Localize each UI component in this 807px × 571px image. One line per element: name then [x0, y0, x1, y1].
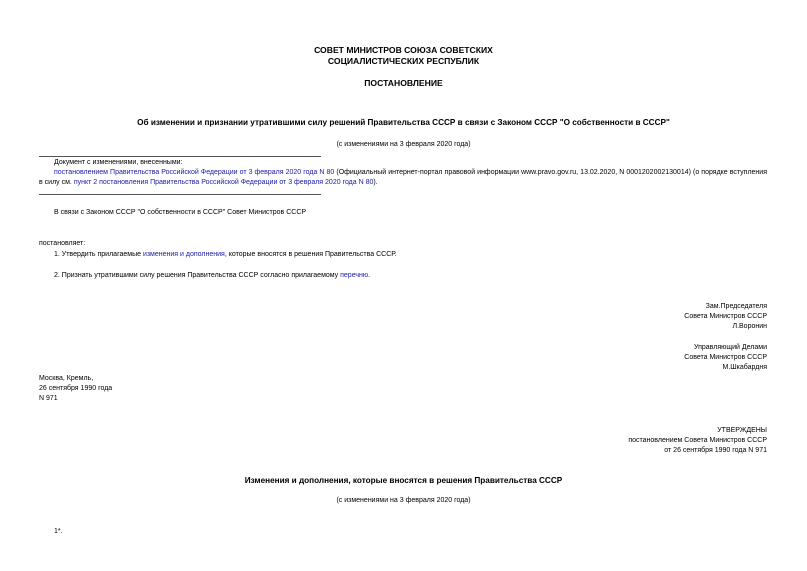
document-title: Об изменении и признании утратившими силу решений Правительства СССР в связи с Законом СССР "О собственности в СССР": [137, 118, 670, 127]
document-type: ПОСТАНОВЛЕНИЕ: [364, 78, 443, 88]
changes-box-top-rule: [39, 156, 321, 157]
changes-text-part1: (Официальный интернет-портал правовой информации www.pravo.gov.ru, 13.02.2020, N 0001202002130014) (о порядке вступления в силу см.: [39, 169, 767, 186]
annex-revision-note: (с изменениями на 3 февраля 2020 года): [336, 497, 471, 504]
item-2-text-before: 2. Признать утратившими силу решения Правительства СССР согласно прилагаемому: [54, 272, 341, 279]
changes-box-bottom-rule: [39, 194, 321, 195]
annex-title: Изменения и дополнения, которые вносятся в решения Правительства СССР: [244, 476, 563, 485]
changes-link-clause[interactable]: пункт 2 постановления Правительства Российской Федерации от 3 февраля 2020 года N 80: [73, 179, 374, 186]
item-1-text-after: , которые вносятся в решения Правительства СССР.: [224, 251, 397, 258]
council-name-line2: СОЦИАЛИСТИЧЕСКИХ РЕСПУБЛИК: [327, 56, 480, 66]
item-1: [54, 250, 397, 260]
changes-text: [39, 168, 767, 188]
signature2-position: Управляющий Делами: [693, 344, 767, 351]
changes-link-decree[interactable]: постановлением Правительства Российской Федерации от 3 февраля 2020 года N 80: [54, 169, 335, 176]
item-2: [54, 271, 370, 281]
signature1-position: Зам.Председателя: [705, 303, 767, 310]
resolves-text: постановляет:: [39, 240, 86, 247]
signature1-name: Л.Воронин: [732, 323, 767, 330]
changes-text-part2: ).: [373, 179, 378, 186]
item-2-text-after: .: [368, 272, 371, 279]
decree-number: N 971: [39, 395, 58, 402]
item-2-link[interactable]: перечню: [340, 272, 369, 279]
approved-by: постановлением Совета Министров СССР: [628, 437, 767, 444]
annex-item-1: 1*.: [54, 528, 63, 535]
signature1-body: Совета Министров СССР: [684, 313, 767, 320]
item-1-link[interactable]: изменения и дополнения: [142, 251, 225, 258]
approved-label: УТВЕРЖДЕНЫ: [717, 427, 767, 434]
signature2-name: М.Шкабардня: [722, 364, 767, 371]
approved-date: от 26 сентября 1990 года N 971: [664, 447, 767, 454]
changes-intro: Документ с изменениями, внесенными:: [54, 159, 183, 166]
revision-note: (с изменениями на 3 февраля 2020 года): [336, 141, 471, 148]
council-name-line1: СОВЕТ МИНИСТРОВ СОЮЗА СОВЕТСКИХ: [314, 45, 493, 55]
place-text: Москва, Кремль,: [39, 375, 94, 382]
signature2-body: Совета Министров СССР: [684, 354, 767, 361]
preamble-text: В связи с Законом СССР "О собственности в СССР" Совет Министров СССР: [54, 209, 307, 216]
date-text: 26 сентября 1990 года: [39, 385, 113, 392]
item-1-text-before: 1. Утвердить прилагаемые: [54, 251, 143, 258]
